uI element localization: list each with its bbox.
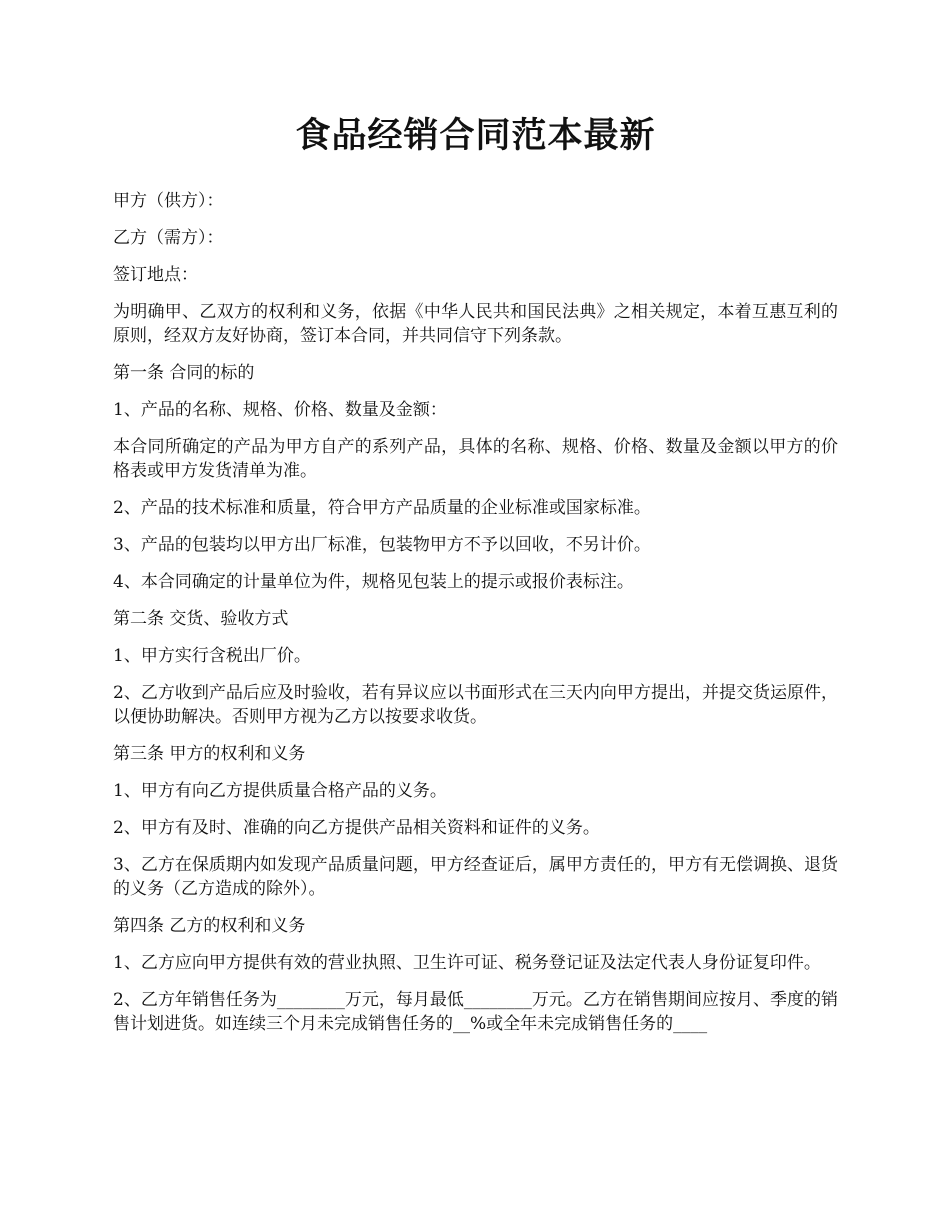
party-a-line: 甲方（供方）： xyxy=(113,191,224,211)
party-b-line: 乙方（需方）： xyxy=(113,228,224,248)
article-3-clause-3: 3、乙方在保质期内如发现产品质量问题，甲方经查证后，属甲方责任的，甲方有无偿调换、退货的义务（乙方造成的除外）。 xyxy=(113,855,838,899)
article-1-clause-1-detail: 本合同所确定的产品为甲方自产的系列产品，具体的名称、规格、价格、数量及金额以甲方的价格表或甲方发货清单为准。 xyxy=(113,437,838,481)
article-1-heading: 第一条 合同的标的 xyxy=(113,363,255,383)
article-2-clause-2: 2、乙方收到产品后应及时验收，若有异议应以书面形式在三天内向甲方提出，并提交货运原件，以便协助解决。否则甲方视为乙方以按要求收货。 xyxy=(113,683,838,727)
article-4-clause-1: 1、乙方应向甲方提供有效的营业执照、卫生许可证、税务登记证及法定代表人身份证复印件。 xyxy=(113,953,821,973)
article-1-clause-1: 1、产品的名称、规格、价格、数量及金额： xyxy=(113,400,447,420)
article-1-clause-4: 4、本合同确定的计量单位为件，规格见包装上的提示或报价表标注。 xyxy=(113,572,634,592)
article-1-clause-3: 3、产品的包装均以甲方出厂标准，包装物甲方不予以回收，不另计价。 xyxy=(113,535,651,555)
article-4-clause-2: 2、乙方年销售任务为________万元，每月最低________万元。乙方在销售期间应按月、季度的销售计划进货。如连续三个月未完成销售任务的__%或全年未完成销售任务的____ xyxy=(113,990,838,1034)
article-3-clause-1: 1、甲方有向乙方提供质量合格产品的义务。 xyxy=(113,781,447,801)
signing-place-line: 签订地点： xyxy=(113,265,198,285)
article-3-clause-2: 2、甲方有及时、准确的向乙方提供产品相关资料和证件的义务。 xyxy=(113,818,600,838)
document-title: 食品经销合同范本最新 xyxy=(295,115,656,156)
preamble-paragraph: 为明确甲、乙双方的权利和义务，依据《中华人民共和国民法典》之相关规定，本着互惠互利的原则，经双方友好协商，签订本合同，并共同信守下列条款。 xyxy=(113,302,838,346)
article-1-clause-2: 2、产品的技术标准和质量，符合甲方产品质量的企业标准或国家标准。 xyxy=(113,498,651,518)
article-4-heading: 第四条 乙方的权利和义务 xyxy=(113,916,306,936)
article-2-clause-1: 1、甲方实行含税出厂价。 xyxy=(113,646,311,666)
article-3-heading: 第三条 甲方的权利和义务 xyxy=(113,744,306,764)
article-2-heading: 第二条 交货、验收方式 xyxy=(113,609,289,629)
